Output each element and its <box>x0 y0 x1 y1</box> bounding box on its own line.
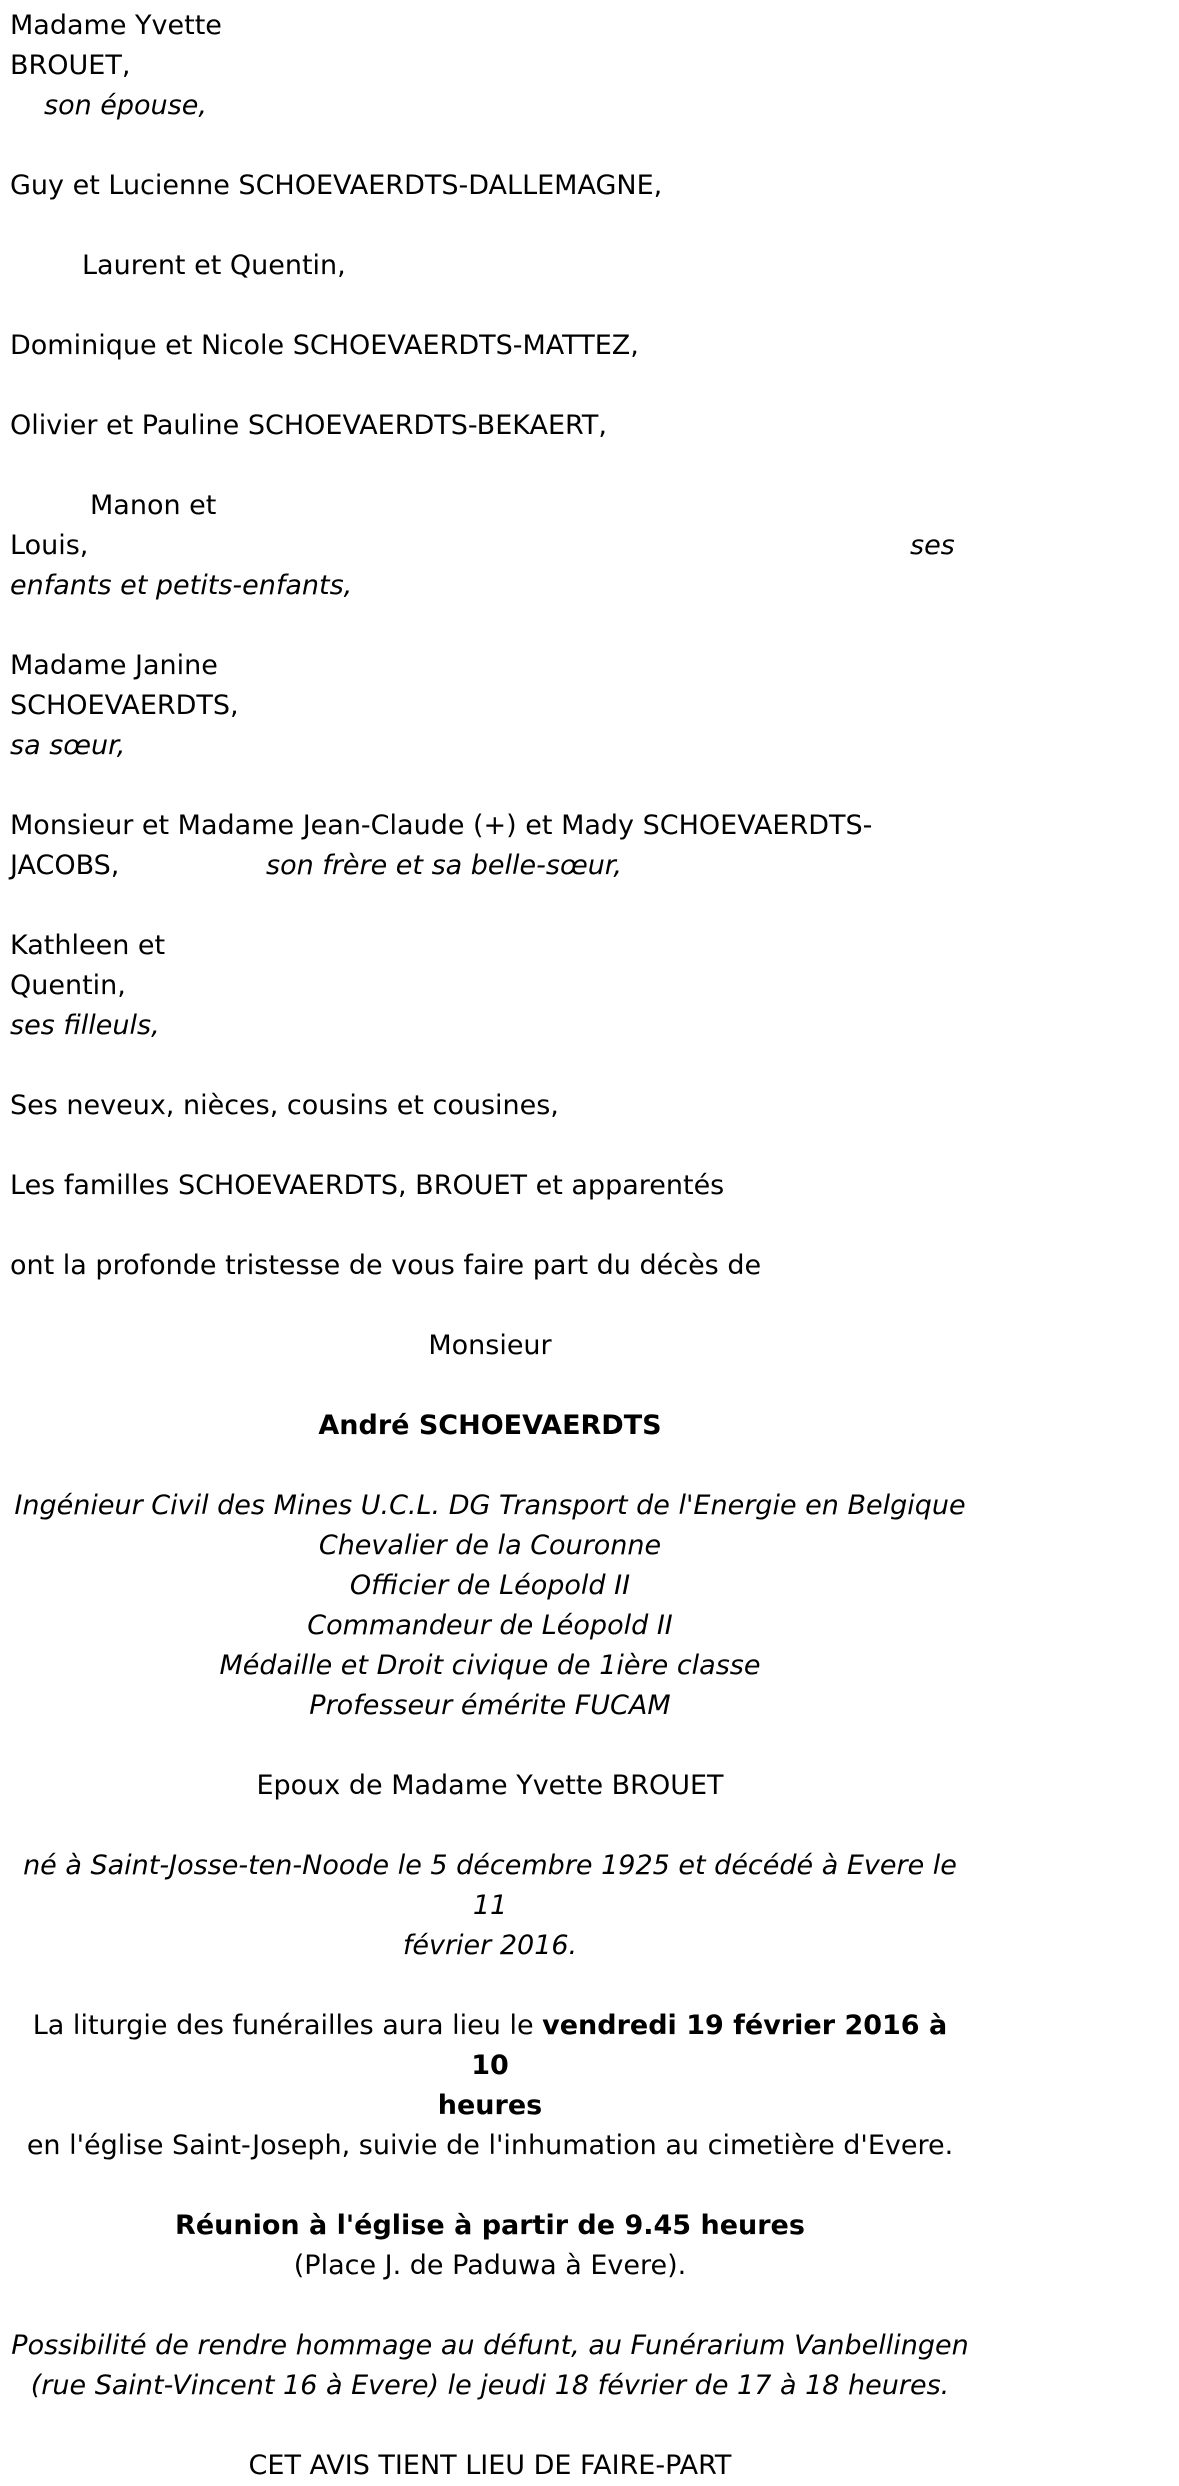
family-couple-2: Dominique et Nicole SCHOEVAERDTS-MATTEZ, <box>10 330 639 361</box>
families-line: Les familles SCHOEVAERDTS, BROUET et apparentés <box>10 1170 725 1201</box>
homage-line-2: (rue Saint-Vincent 16 à Evere) le jeudi 18 février de 17 à 18 heures. <box>30 2370 950 2401</box>
distinction-4: Commandeur de Léopold II <box>307 1610 673 1641</box>
godchildren-line-2: Quentin, <box>10 970 126 1001</box>
children-role-b: enfants et petits-enfants, <box>10 570 353 601</box>
distinction-5: Médaille et Droit civique de 1ière classe <box>219 1650 761 1681</box>
liturgy-prefix: La liturgie des funérailles aura lieu le <box>32 2010 543 2041</box>
birth-death-line-2: février 2016. <box>402 1930 578 1961</box>
meeting-place: (Place J. de Paduwa à Evere). <box>293 2250 687 2281</box>
children-role-a: ses <box>910 530 955 561</box>
grandchildren-1: Laurent et Quentin, <box>82 250 346 281</box>
distinction-2: Chevalier de la Couronne <box>318 1530 662 1561</box>
distinction-3: Officier de Léopold II <box>349 1570 631 1601</box>
birth-death-line-1: né à Saint-Josse-ten-Noode le 5 décembre 1925 et décédé à Evere le 11 <box>23 1850 957 1921</box>
deceased-title: Monsieur <box>428 1330 552 1361</box>
deceased-spouse: Epoux de Madame Yvette BROUET <box>256 1770 724 1801</box>
obituary-document <box>10 6 970 2486</box>
brother-line-1: Monsieur et Madame Jean-Claude (+) et Mady SCHOEVAERDTS- <box>10 810 873 841</box>
distinction-1: Ingénieur Civil des Mines U.C.L. DG Transport de l'Energie en Belgique <box>14 1490 966 1521</box>
family-couple-3: Olivier et Pauline SCHOEVAERDTS-BEKAERT, <box>10 410 607 441</box>
homage-line-1: Possibilité de rendre hommage au défunt, au Funérarium Vanbellingen <box>11 2330 969 2361</box>
liturgy-date-1: vendredi 19 février 2016 à 10 <box>471 2010 948 2081</box>
announcement-line: ont la profonde tristesse de vous faire part du décès de <box>10 1250 762 1281</box>
spouse-role: son épouse, <box>44 90 207 121</box>
family-couple-1: Guy et Lucienne SCHOEVAERDTS-DALLEMAGNE, <box>10 170 663 201</box>
liturgy-line-1 <box>10 2006 970 2086</box>
sister-line-1: Madame Janine <box>10 650 218 681</box>
deceased-name: André SCHOEVAERDTS <box>318 1410 662 1441</box>
liturgy-date-2: heures <box>437 2090 543 2121</box>
godchildren-role: ses filleuls, <box>10 1010 160 1041</box>
spouse-name-line-2: BROUET, <box>10 50 131 81</box>
spouse-name-line-1: Madame Yvette <box>10 10 222 41</box>
distinction-6: Professeur émérite FUCAM <box>309 1690 671 1721</box>
godchildren-line-1: Kathleen et <box>10 930 166 961</box>
brother-role: son frère et sa belle-sœur, <box>266 850 623 881</box>
closing-notice: CET AVIS TIENT LIEU DE FAIRE-PART <box>248 2450 732 2481</box>
sister-line-2: SCHOEVAERDTS, <box>10 690 239 721</box>
brother-line-2: JACOBS, <box>10 850 120 881</box>
grandchildren-3b: Louis, <box>10 530 89 561</box>
sister-role: sa sœur, <box>10 730 126 761</box>
grandchildren-3a: Manon et <box>90 490 217 521</box>
liturgy-place: en l'église Saint-Joseph, suivie de l'inhumation au cimetière d'Evere. <box>26 2130 954 2161</box>
meeting-time: Réunion à l'église à partir de 9.45 heures <box>175 2210 805 2241</box>
relatives-line: Ses neveux, nièces, cousins et cousines, <box>10 1090 559 1121</box>
